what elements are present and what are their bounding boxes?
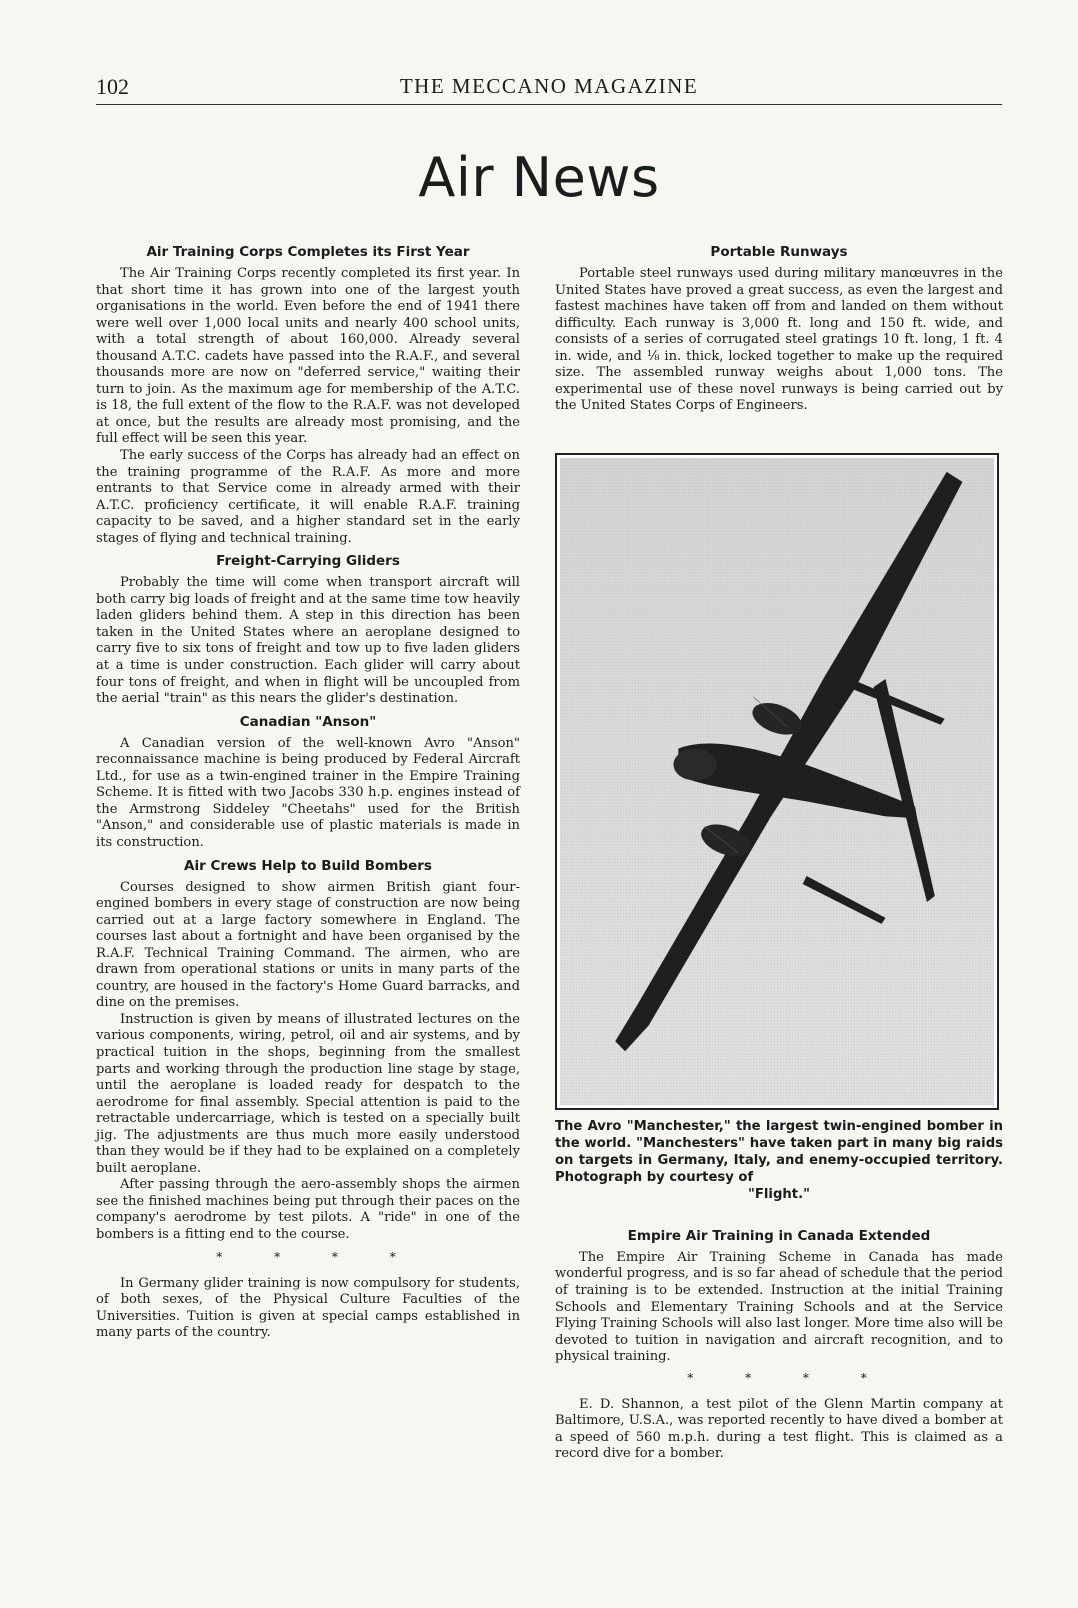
photo-caption-text: The Avro "Manchester," the largest twin-engined bomber in the world. "Manchesters" have taken part in many big raids on targets in Germany, Italy, and enemy-occupied territory. Photograph by courtesy of (555, 1118, 1003, 1185)
right-column (555, 243, 1003, 1463)
photo-credit: "Flight." (748, 1186, 810, 1202)
section-separator: * * * * (687, 1370, 891, 1385)
article-paragraph: E. D. Shannon, a test pilot of the Glenn Martin company at Baltimore, U.S.A., was reported recently to have dived a bomber at a speed of 560 m.p.h. during a test flight. This is claimed as a record dive for a bomber. (555, 1396, 1003, 1462)
article-anson (96, 713, 520, 852)
article-heading: Portable Runways (710, 244, 848, 260)
article-gliders (96, 552, 520, 707)
article-heading: Freight-Carrying Gliders (216, 553, 400, 570)
article-portable-runways (555, 243, 1003, 415)
photo-frame (555, 453, 999, 1110)
section-separator: * * * * (216, 1249, 420, 1264)
page-title: Air News (418, 146, 660, 209)
magazine-title: THE MECCANO MAGAZINE (399, 74, 699, 98)
article-heading: Air Training Corps Completes its First Year (146, 244, 470, 260)
article-paragraph: After passing through the aero-assembly shops the airmen see the finished machines being put through their paces on the company's aerodrome by test pilots. A "ride" in one of the bombers is a fitting end to the course. (96, 1177, 520, 1242)
article-paragraph: Portable steel runways used during military manœuvres in the United States have proved a great success, as even the largest and fastest machines have taken off from and landed on them without difficulty. Each runway is 3,000 ft. long and 150 ft. wide, and consists of a series of corrugated steel gratings 10 ft. long, 1 ft. 4 in. wide, and ⅛ in. thick, locked together to make up the required size. The assembled runway weighs about 1,000 tons. The experimental use of these novel runways is being carried out by the United States Corps of Engineers. (555, 266, 1003, 414)
article-paragraph: A Canadian version of the well-known Avro "Anson" reconnaissance machine is being produced by Federal Aircraft Ltd., for use as a twin-engined trainer in the Empire Training Scheme. It is fitted with two Jacobs 330 h.p. engines instead of the Armstrong Siddeley "Cheetahs" used for the British "Anson," and considerable use of plastic materials is made in its construction. (96, 735, 520, 850)
article-paragraph: Probably the time will come when transport aircraft will both carry big loads of freight and at the same time tow heavily laden gliders behind them. A step in this direction has been taken in the United States where an aeroplane designed to carry five to six tons of freight and tow up to five laden gliders at a time is under construction. Each glider will carry about four tons of freight, and when in flight will be uncoupled from the aerial "train" as this nears the glider's destination. (96, 575, 520, 707)
article-paragraph: The Empire Air Training Scheme in Canada has made wonderful progress, and is so far ahead of schedule that the period of training is to be extended. Instruction at the initial Training Schools and Elementary Training Schools and at the Service Flying Training Schools will also last longer. More time also will be devoted to tuition in navigation and aircraft recognition, and to physical training. (555, 1249, 1003, 1365)
article-heading: Air Crews Help to Build Bombers (184, 857, 432, 874)
article-paragraph: The Air Training Corps recently completed its first year. In that short time it has grown into one of the largest youth organisations in the world. Even before the end of 1941 there were well over 1,000 local units and nearly 400 school units, with a total strength of about 160,000. Already several thousand A.T.C. cadets have passed into the R.A.F., and several thousands more are now on "deferred service," waiting their turn to join. As the maximum age for membership of the A.T.C. is 18, the full extent of the flow to the R.A.F. was not developed at once, but the results are already most promising, and the full effect will be seen this year. (96, 266, 520, 447)
article-paragraph: In Germany glider training is now compulsory for students, of both sexes, of the Physical Culture Faculties of the Universities. Tuition is given at special camps established in many parts of the country. (96, 1275, 520, 1341)
article-empire-training (555, 1227, 1003, 1366)
page-number: 102 (96, 74, 129, 99)
article-air-crews (96, 857, 520, 1244)
article-paragraph: Instruction is given by means of illustrated lectures on the various components, wiring, petrol, oil and air systems, and by practical tuition in the shops, beginning from the smallest parts and working through the production line stage by stage, until the aeroplane is loaded ready for despatch to the aerodrome for final assembly. Special attention is paid to the retractable undercarriage, which is tested on a specially built jig. The adjustments are thus much more easily understood than they would be if they had to be explained on a completely built aeroplane. (96, 1011, 520, 1176)
running-head (96, 74, 1002, 105)
article-paragraph: The early success of the Corps has already had an effect on the training programme of the R.A.F. As more and more entrants to that Service come in already armed with their A.T.C. proficiency certificate, it will enable R.A.F. training capacity to be saved, and a higher standard set in the early stages of flying and technical training. (96, 448, 520, 546)
photo-caption (555, 1118, 1003, 1203)
article-paragraph: Courses designed to show airmen British giant four-engined bombers in every stage of construction are now being carried out at a large factory somewhere in England. The courses last about a fortnight and have been organised by the R.A.F. Technical Training Command. The airmen, who are drawn from operational stations or units in many parts of the country, are housed in the factory's Home Guard barracks, and dine on the premises. (96, 879, 520, 1011)
article-heading: Empire Air Training in Canada Extended (627, 1227, 931, 1244)
left-column (96, 243, 520, 1342)
bomber-photo (560, 458, 994, 1105)
article-heading: Canadian "Anson" (239, 713, 377, 730)
article-atc (96, 243, 520, 547)
